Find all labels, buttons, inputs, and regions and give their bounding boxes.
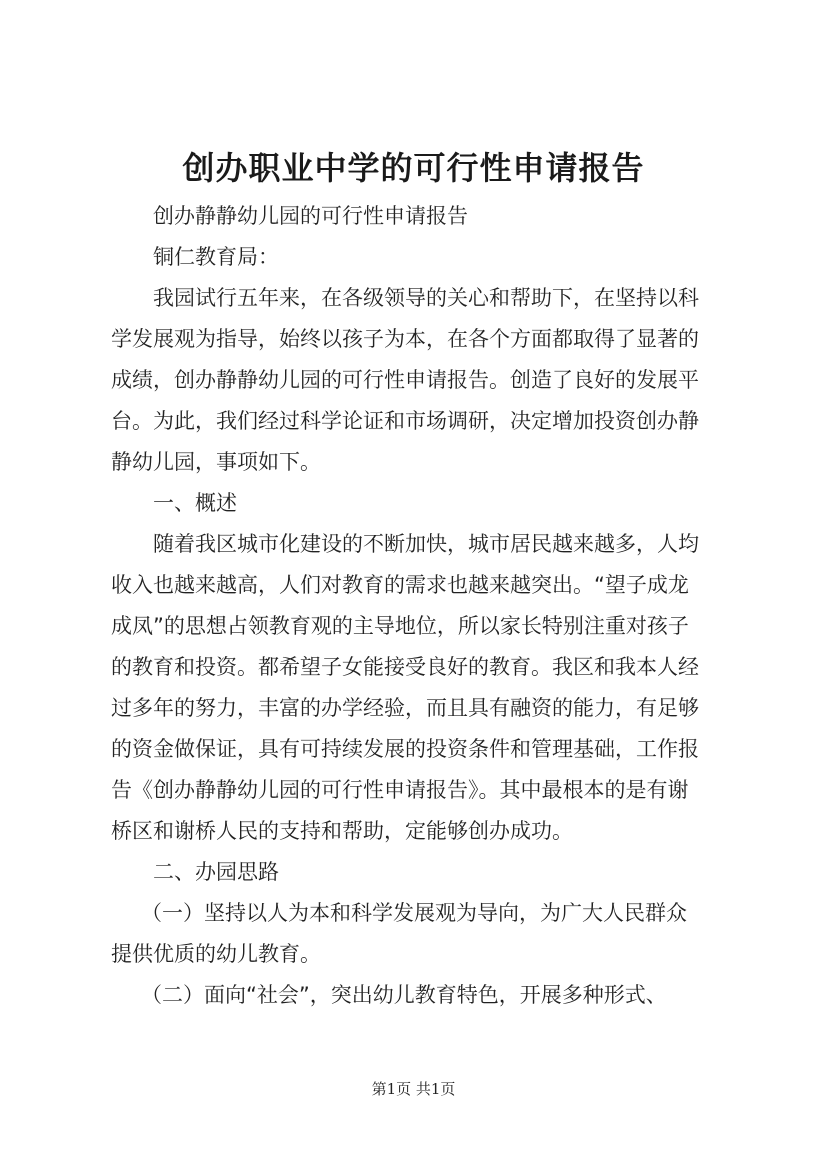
paragraph-line: 台。为此，我们经过科学论证和市场调研，决定增加投资创办静: [111, 409, 699, 433]
paragraph-line: 桥区和谢桥人民的支持和帮助，定能够创办成功。: [111, 819, 573, 843]
paragraph-line: 告《创办静静幼儿园的可行性申请报告》。其中最根本的是有谢: [111, 778, 689, 802]
paragraph-line: 创办静静幼儿园的可行性申请报告: [153, 204, 468, 228]
paragraph-line: 我园试行五年来，在各级领导的关心和帮助下，在坚持以科: [153, 286, 699, 310]
paragraph-line: 二、办园思路: [153, 860, 279, 884]
paragraph-line: 铜仁教育局：: [153, 245, 279, 269]
paragraph-line: （二）面向“社会”，突出幼儿教育特色，开展多种形式、: [141, 983, 667, 1007]
document-title: 创办职业中学的可行性申请报告: [182, 149, 645, 187]
paragraph-line: 随着我区城市化建设的不断加快，城市居民越来越多，人均: [153, 532, 699, 556]
paragraph-line: 一、概述: [153, 491, 237, 515]
paragraph-line: 成绩，创办静静幼儿园的可行性申请报告。创造了良好的发展平: [111, 368, 699, 392]
page-footer: 第1页 共1页: [371, 1080, 456, 1098]
paragraph-line: 学发展观为指导，始终以孩子为本，在各个方面都取得了显著的: [111, 327, 699, 351]
paragraph-line: 静幼儿园，事项如下。: [111, 450, 321, 474]
paragraph-line: 收入也越来越高，人们对教育的需求也越来越突出。“望子成龙: [111, 573, 689, 597]
paragraph-line: 过多年的努力，丰富的办学经验，而且具有融资的能力，有足够: [111, 696, 699, 720]
paragraph-line: 提供优质的幼儿教育。: [111, 942, 321, 966]
paragraph-line: （一）坚持以人为本和科学发展观为导向，为广大人民群众: [141, 901, 687, 925]
paragraph-line: 的资金做保证，具有可持续发展的投资条件和管理基础，工作报: [111, 737, 699, 761]
paragraph-line: 的教育和投资。都希望子女能接受良好的教育。我区和我本人经: [111, 655, 699, 679]
paragraph-line: 成凤”的思想占领教育观的主导地位，所以家长特别注重对孩子: [111, 614, 689, 638]
document-body: [111, 196, 726, 1016]
